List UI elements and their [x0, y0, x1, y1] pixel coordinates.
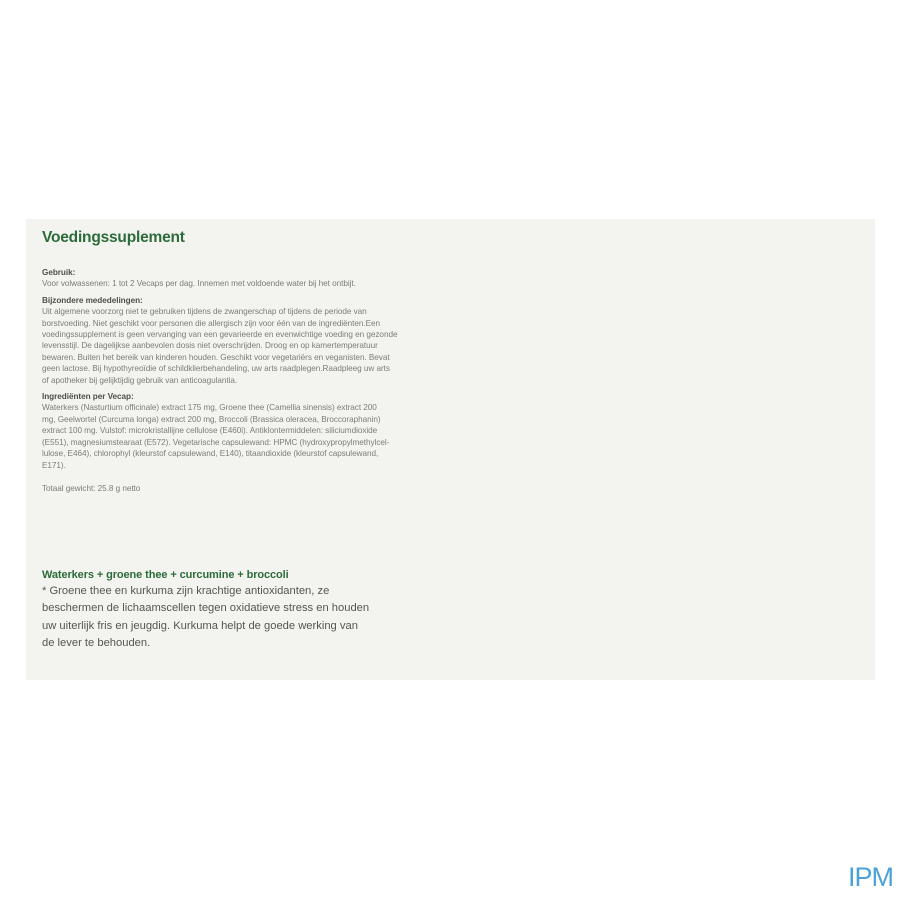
dutch-ingredients-heading: Ingrediënten per Vecap:	[42, 392, 134, 402]
dutch-notes-text: Uit algemene voorzorg niet te gebruiken tijdens de zwangerschap of tijdens de periode van borstvoeding. Niet geschikt voor personen die allergisch zijn voor één van de ingrediënten.Een voedingssupplement is geen vervanging van een gevarieerde en evenwichtige voeding en gezonde levensstijl. De dagelijkse aanbevolen dosis niet overschrijden. Droog en op kamertemperatuur bewaren. Buiten het bereik van kinderen houden. Geschikt voor vegetariërs en veganisten. Bevat geen lactose. Bij hypothyreoïdie of schildklierbehandeling, uw arts raadplegen.Raadpleeg uw arts of apotheker bij gelijktijdig gebruik van anticoagulantia.	[42, 307, 398, 385]
dutch-claim-title: Waterkers + groene thee + curcumine + broccoli	[42, 569, 289, 581]
dutch-usage-heading: Gebruik:	[42, 268, 76, 277]
dutch-net-weight: Totaal gewicht: 25.8 g netto	[42, 483, 141, 493]
dutch-ingredients-text: Waterkers (Nasturtium officinale) extract 175 mg, Groene thee (Camellia sinensis) extract 200 mg, Geelwortel (Curcuma longa) extract 200 mg, Broccoli (Brassica oleracea, Broccoraphanin) extract 100 mg. Vulstof: microkristallijne cellulose (E460i). Antiklontermiddelen: siliciumdioxide (E551), magnesiumstearaat (E572). Vegetarische capsulewand: HPMC (hydroxypropylmethylcel- lulose, E464), chlorophyl (kleurstof capsulewand, E140), titaandioxide (kleurstof capsulewand, E171).	[42, 403, 390, 470]
ipm-logo: IPM	[848, 862, 894, 892]
label-panel	[26, 219, 875, 680]
dutch-usage-text: Voor volwassenen: 1 tot 2 Vecaps per dag. Innemen met voldoende water bij het ontbijt.	[42, 279, 356, 289]
dutch-info-block	[42, 267, 438, 499]
dutch-notes-heading: Bijzondere mededelingen:	[42, 295, 143, 305]
dutch-title: Voedingssuplement	[42, 229, 185, 246]
dutch-claim-text: * Groene thee en kurkuma zijn krachtige antioxidanten, ze beschermen de lichaamscellen tegen oxidatieve stress en houden uw uiterlijk fris en jeugdig. Kurkuma helpt de goede werking van de lever te behouden.	[42, 585, 370, 650]
